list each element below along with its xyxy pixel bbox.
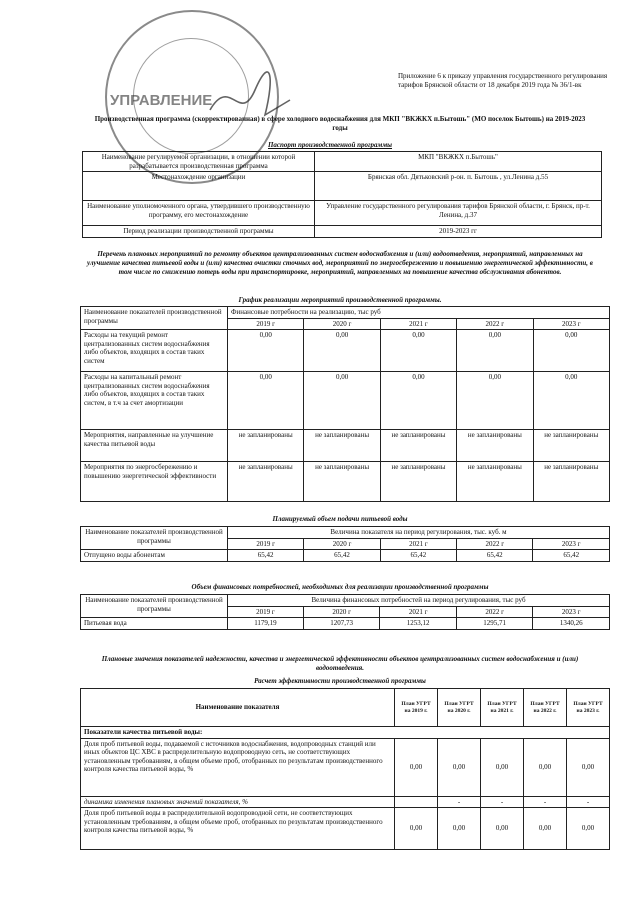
fin-title: Объем финансовых потребностей, необходимых для реализации производственной программы <box>191 583 489 591</box>
t3-year: 2022 г <box>456 606 533 618</box>
passport-title: Паспорт производственной программы <box>267 141 393 149</box>
t4-cell: - <box>524 796 567 808</box>
t1-row-name: Расходы на капитальный ремонт централизованных систем водоснабжения либо объектов, входящих в состав таких систем, в т.ч за счет амортизации <box>81 372 228 430</box>
t1-cell: 0,00 <box>533 330 609 372</box>
t1-row-name: Мероприятия, направленные на улучшение качества питьевой воды <box>81 430 228 462</box>
t4-year: План УГРТ на 2023 г. <box>567 689 610 727</box>
supply-title: Планируемый объем подачи питьевой воды <box>272 515 408 523</box>
t2-year: 2023 г <box>533 538 610 550</box>
efficiency-table <box>80 688 610 850</box>
stamp-text: УПРАВЛЕНИЕ <box>110 92 213 109</box>
t1-cell: не запланированы <box>380 430 456 462</box>
measures-title: Перечень плановых мероприятий по ремонту объектов централизованных систем водоснабжения и (или) водоотведения, мероприятий, направленных на улучшение качества питьевой воды и (или) качества очистки сточных вод, мероприятий по энергосбережению и повышению энергетической эффективности, в том числе по снижению потерь воды при транспортировке, мероприятий, направленных на повышение качества обслуживания абонентов. <box>87 250 593 276</box>
t1-row-name: Мероприятия по энергосбережению и повышению энергетической эффективности <box>81 462 228 502</box>
t2-header-value: Величина показателя на период регулирования, тыс. куб. м <box>228 527 610 539</box>
t2-year: 2021 г <box>380 538 456 550</box>
t1-cell: 0,00 <box>304 372 380 430</box>
passport-value: Управление государственного регулирования тарифов Брянской области, г. Брянск, пр-т. Ленина, д.37 <box>315 201 602 226</box>
t1-cell: не запланированы <box>228 462 304 502</box>
t4-header-name: Наименование показателя <box>81 689 395 727</box>
t3-year: 2021 г <box>380 606 457 618</box>
passport-label: Наименование уполномоченного органа, утвердившего производственную программу, его местонахождение <box>83 201 315 226</box>
t2-cell: 65,42 <box>457 550 533 562</box>
passport-value: МКП "ВКЖКХ п.Бытошь" <box>315 152 602 172</box>
t4-cell: 0,00 <box>438 738 481 796</box>
t1-cell: не запланированы <box>533 462 609 502</box>
t2-cell: 65,42 <box>380 550 456 562</box>
t2-year: 2020 г <box>304 538 380 550</box>
passport-label: Наименование регулируемой организации, в отношении которой разрабатывается производственная программа <box>83 152 315 172</box>
t1-row-name: Расходы на текущий ремонт централизованных систем водоснабжения либо объектов, входящих в состав таких систем <box>81 330 228 372</box>
t4-year: План УГРТ на 2020 г. <box>438 689 481 727</box>
passport-value: Брянская обл. Дятьковский р-он. п. Бытошь , ул.Ленина д.55 <box>315 172 602 201</box>
t2-cell: 65,42 <box>228 550 304 562</box>
t1-cell: 0,00 <box>457 330 533 372</box>
t3-cell: 1207,73 <box>303 618 380 630</box>
t4-cell: - <box>438 796 481 808</box>
finance-table <box>80 594 610 630</box>
t3-header-value: Величина финансовых потребностей на период регулирования, тыс руб <box>228 595 610 607</box>
t2-header-name: Наименование показателей производственной программы <box>81 527 228 550</box>
t3-cell: 1179,19 <box>228 618 304 630</box>
t1-cell: 0,00 <box>228 372 304 430</box>
t4-row-name: динамика изменения плановых значений показателя, % <box>81 796 395 808</box>
passport-table <box>82 151 602 238</box>
t1-year: 2023 г <box>533 318 609 330</box>
t2-year: 2022 г <box>457 538 533 550</box>
t1-header-name: Наименование показателей производственной программы <box>81 307 228 330</box>
t3-row-name: Питьевая вода <box>81 618 228 630</box>
t4-cell: 0,00 <box>567 738 610 796</box>
t4-cell: - <box>567 796 610 808</box>
t1-year: 2021 г <box>380 318 456 330</box>
t1-cell: 0,00 <box>380 372 456 430</box>
t1-cell: не запланированы <box>457 462 533 502</box>
t4-cell: 0,00 <box>395 808 438 850</box>
t1-cell: 0,00 <box>380 330 456 372</box>
t3-year: 2020 г <box>303 606 380 618</box>
t4-row-name: Доля проб питьевой воды, подаваемой с источников водоснабжения, водопроводных станций или иных объектов ЦС ХВС в распределительную водопроводную сеть, не соответствующих установленным требованиям, в общем объеме проб, отобранных по результатам производственного контроля качества питьевой воды, % <box>81 738 395 796</box>
t3-cell: 1295,71 <box>456 618 533 630</box>
t3-cell: 1340,26 <box>533 618 610 630</box>
t4-section: Показатели качества питьевой воды: <box>81 727 610 739</box>
t1-year: 2020 г <box>304 318 380 330</box>
t4-cell: 0,00 <box>395 738 438 796</box>
t1-header-fin: Финансовые потребности на реализацию, тыс руб <box>228 307 610 319</box>
passport-label: Период реализации производственной программы <box>83 226 315 238</box>
t4-cell <box>395 796 438 808</box>
plan-title: Плановые значения показателей надежности, качества и энергетической эффективности объектов централизованных систем водоснабжения и (или) водоотведения. <box>101 655 579 672</box>
t3-year: 2023 г <box>533 606 610 618</box>
t4-year: План УГРТ на 2021 г. <box>481 689 524 727</box>
t4-cell: - <box>481 796 524 808</box>
t1-cell: не запланированы <box>380 462 456 502</box>
t1-year: 2019 г <box>228 318 304 330</box>
t3-header-name: Наименование показателей производственной программы <box>81 595 228 618</box>
t4-row-name: Доля проб питьевой воды в распределительной водопроводной сети, не соответствующих установленным требованиям, в общем объеме проб, отобранных по результатам производственного контроля качества питьевой воды, % <box>81 808 395 850</box>
t1-cell: не запланированы <box>533 430 609 462</box>
t1-cell: не запланированы <box>304 430 380 462</box>
t1-cell: не запланированы <box>457 430 533 462</box>
schedule-title: График реализации мероприятий производственной программы. <box>238 296 442 304</box>
t2-year: 2019 г <box>228 538 304 550</box>
t4-year: План УГРТ на 2019 г. <box>395 689 438 727</box>
t4-cell: 0,00 <box>481 738 524 796</box>
t4-year: План УГРТ на 2022 г. <box>524 689 567 727</box>
supply-table <box>80 526 610 562</box>
calc-title: Расчет эффективности производственной программы <box>254 677 426 685</box>
measures-table <box>80 306 610 502</box>
t1-cell: не запланированы <box>304 462 380 502</box>
t4-cell: 0,00 <box>438 808 481 850</box>
t1-cell: 0,00 <box>304 330 380 372</box>
t1-year: 2022 г <box>457 318 533 330</box>
t1-cell: 0,00 <box>457 372 533 430</box>
passport-value: 2019-2023 гг <box>315 226 602 238</box>
t4-cell: 0,00 <box>567 808 610 850</box>
t1-cell: не запланированы <box>228 430 304 462</box>
t1-cell: 0,00 <box>228 330 304 372</box>
document-title: Производственная программа (скорректированная) в сфере холодного водоснабжения для МКП "ВКЖКХ п.Бытошь" (МО поселок Бытошь) на 2019-2023 годы <box>94 115 586 132</box>
t3-year: 2019 г <box>228 606 304 618</box>
t4-cell: 0,00 <box>481 808 524 850</box>
t1-cell: 0,00 <box>533 372 609 430</box>
t2-cell: 65,42 <box>304 550 380 562</box>
t3-cell: 1253,12 <box>380 618 457 630</box>
t2-cell: 65,42 <box>533 550 610 562</box>
t2-row-name: Отпущено воды абонентам <box>81 550 228 562</box>
t4-cell: 0,00 <box>524 738 567 796</box>
passport-label: Местонахождение организации <box>83 172 315 201</box>
t4-cell: 0,00 <box>524 808 567 850</box>
appendix-note: Приложение 6 к приказу управления государственного регулирования тарифов Брянской области от 18 декабря 2019 года № 36/1-вк <box>398 72 608 89</box>
